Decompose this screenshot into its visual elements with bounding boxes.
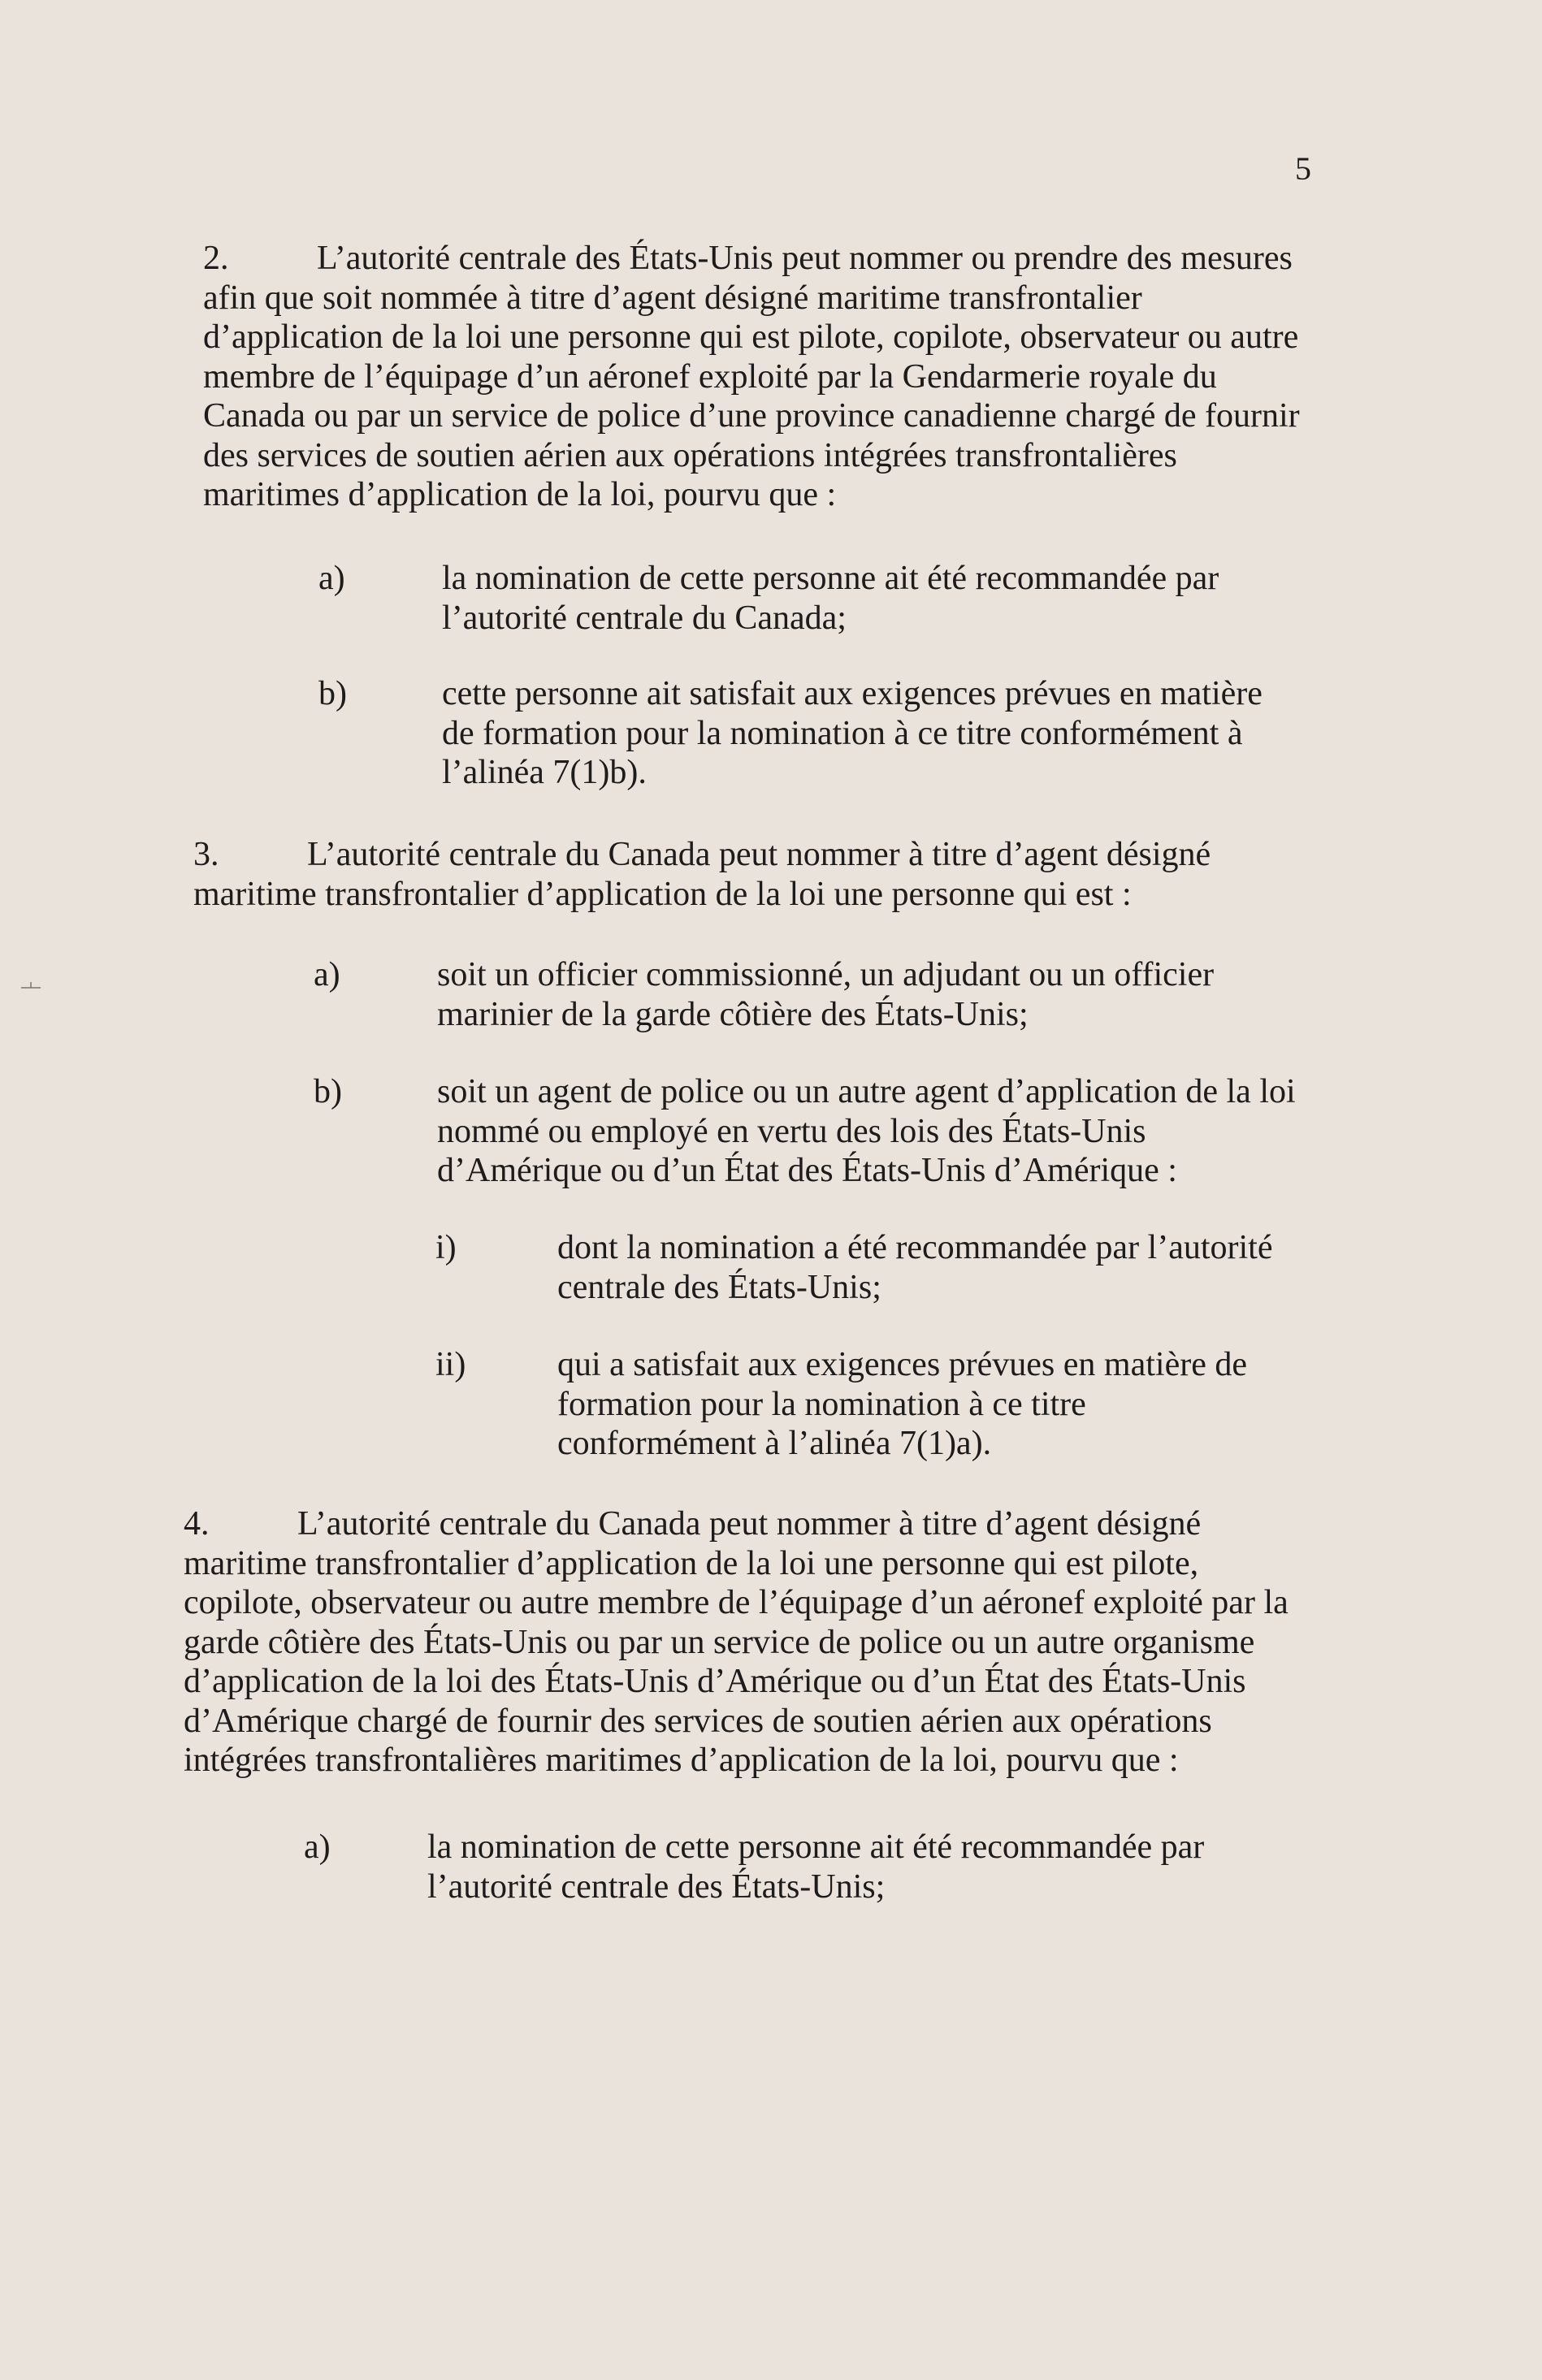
- paragraph-text: L’autorité centrale du Canada peut nommer à titre d’agent désigné maritime transfrontalier d’application de la loi une personne qui est pilote, copilote, observateur ou autre membre de l’équipage d’un aéronef exploité par la garde côtière des États-Unis ou par un service de police ou un autre organisme d’application de la loi des États-Unis d’Amérique ou d’un État des États-Unis d’Amérique chargé de fournir des services de soutien aérien aux opérations intégrées transfrontalières maritimes d’application de la loi, pourvu que :: [184, 1505, 1289, 1779]
- item-marker: a): [314, 956, 340, 993]
- item-marker: b): [314, 1073, 342, 1110]
- item-text: la nomination de cette personne ait été recommandée par l’autorité centrale du Canada;: [442, 560, 1219, 637]
- paragraph-text: L’autorité centrale du Canada peut nommer à titre d’agent désigné maritime transfrontalier d’application de la loi une personne qui est :: [193, 836, 1211, 913]
- paragraph-2: [203, 239, 1316, 515]
- paragraph-number: 3.: [193, 836, 219, 873]
- paragraph-number: 4.: [184, 1505, 210, 1543]
- item-text: soit un agent de police ou un autre agent d’application de la loi nommé ou employé en vertu des lois des États-Unis d’Amérique ou d’un État des États-Unis d’Amérique :: [437, 1073, 1296, 1189]
- subitem-marker: ii): [435, 1346, 466, 1383]
- item-text: la nomination de cette personne ait été recommandée par l’autorité centrale des États-Unis;: [427, 1828, 1205, 1906]
- paragraph-4: [184, 1504, 1308, 1781]
- subitem-marker: i): [435, 1229, 457, 1266]
- item-marker: b): [318, 675, 347, 712]
- page-number: 5: [1295, 150, 1311, 187]
- paragraph-number: 2.: [203, 240, 229, 277]
- item-marker: a): [318, 560, 345, 597]
- paragraph-3: [193, 835, 1258, 914]
- item-text: cette personne ait satisfait aux exigences prévues en matière de formation pour la nomination à ce titre conformément à l’alinéa 7(1)b).: [442, 675, 1263, 791]
- item-marker: a): [304, 1828, 331, 1866]
- item-text: soit un officier commissionné, un adjudant ou un officier marinier de la garde côtière des États-Unis;: [437, 956, 1215, 1033]
- subitem-text: dont la nomination a été recommandée par l’autorité centrale des États-Unis;: [557, 1229, 1273, 1306]
- paragraph-text: L’autorité centrale des États-Unis peut nommer ou prendre des mesures afin que soit nommée à titre d’agent désigné maritime transfrontalier d’application de la loi une personne qui est pilote, copilote, observateur ou autre membre de l’équipage d’un aéronef exploité par la Gendarmerie royale du Canada ou par un service de police d’une province canadienne chargé de fournir des services de soutien aérien aux opérations intégrées transfrontalières maritimes d’application de la loi, pourvu que :: [203, 240, 1300, 513]
- scan-speck: [19, 978, 42, 989]
- subitem-text: qui a satisfait aux exigences prévues en matière de formation pour la nomination à ce titre conformément à l’alinéa 7(1)a).: [557, 1346, 1247, 1462]
